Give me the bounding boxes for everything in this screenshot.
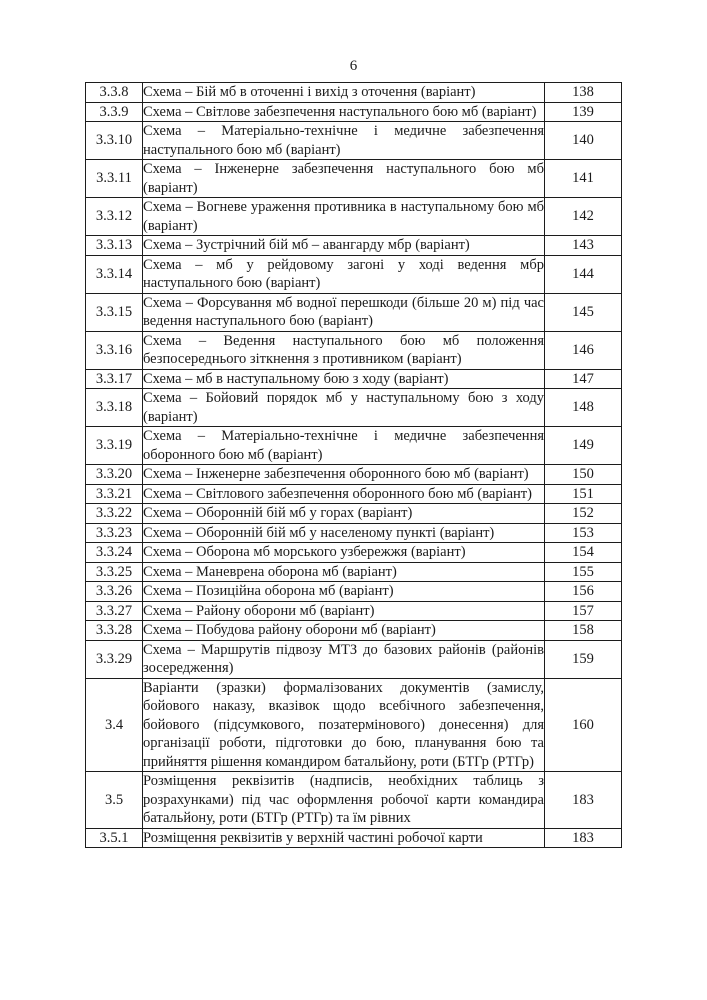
toc-row-page: 147 (545, 369, 622, 389)
toc-row-page: 183 (545, 772, 622, 829)
toc-row-page: 160 (545, 678, 622, 772)
toc-row-number: 3.3.8 (86, 83, 143, 103)
toc-row-page: 183 (545, 828, 622, 848)
toc-row (86, 678, 622, 772)
toc-row-title: Схема – Інженерне забезпечення наступального бою мб (варіант) (143, 161, 544, 196)
toc-table-body (86, 83, 622, 848)
toc-row (86, 198, 622, 236)
toc-row-title: Схема – Оборонній бій мб у населеному пункті (варіант) (143, 523, 545, 543)
toc-row-title: Схема – Світлове забезпечення наступального бою мб (варіант) (143, 102, 545, 122)
toc-row-page: 142 (545, 198, 622, 236)
toc-row-number: 3.3.9 (86, 102, 143, 122)
toc-row-page: 145 (545, 293, 622, 331)
toc-row-page: 149 (545, 427, 622, 465)
toc-row-title: Схема – Світлового забезпечення оборонного бою мб (варіант) (143, 484, 545, 504)
toc-row-title: Схема – Вогневе ураження противника в наступальному бою мб (варіант) (143, 199, 544, 234)
toc-row-title: Схема – Позиційна оборона мб (варіант) (143, 582, 545, 602)
toc-row-number: 3.3.23 (86, 523, 143, 543)
toc-row-page: 139 (545, 102, 622, 122)
toc-row-number: 3.3.11 (86, 160, 143, 198)
toc-row (86, 523, 622, 543)
toc-row-title: Схема – Маневрена оборона мб (варіант) (143, 562, 545, 582)
toc-row-title: Схема – Інженерне забезпечення оборонного бою мб (варіант) (143, 465, 545, 485)
toc-row-title: Варіанти (зразки) формалізованих документів (замислу, бойового наказу, вказівок щодо всебічного забезпечення, бойового (підсумкового, позатермінового) донесення) для організації роботи, підготовки до бою, планування бою та прийняття рішення командиром батальйону, роти (БТГр (РТГр) (143, 679, 544, 770)
toc-row (86, 255, 622, 293)
toc-row-number: 3.3.22 (86, 504, 143, 524)
toc-table (85, 82, 622, 848)
toc-row-number: 3.3.26 (86, 582, 143, 602)
toc-row-number: 3.3.24 (86, 543, 143, 563)
toc-row-page: 152 (545, 504, 622, 524)
toc-row-number: 3.5 (86, 772, 143, 829)
toc-row (86, 160, 622, 198)
toc-row (86, 601, 622, 621)
toc-row-title: Схема – мб у рейдовому загоні у ході ведення мбр наступального бою (варіант) (143, 256, 544, 291)
toc-row-page: 146 (545, 331, 622, 369)
toc-row-number: 3.3.27 (86, 601, 143, 621)
toc-row-title: Схема – мб в наступальному бою з ходу (варіант) (143, 369, 545, 389)
toc-row-page: 156 (545, 582, 622, 602)
toc-row (86, 389, 622, 427)
toc-row (86, 427, 622, 465)
page-number: 6 (349, 58, 358, 74)
toc-row-number: 3.3.18 (86, 389, 143, 427)
toc-row (86, 465, 622, 485)
toc-row (86, 543, 622, 563)
toc-row-number: 3.3.14 (86, 255, 143, 293)
toc-row (86, 331, 622, 369)
toc-row-title: Схема – Матеріально-технічне і медичне забезпечення оборонного бою мб (варіант) (143, 428, 544, 463)
toc-row (86, 504, 622, 524)
toc-row-page: 154 (545, 543, 622, 563)
toc-row (86, 83, 622, 103)
toc-row-title: Схема – Форсування мб водної перешкоди (більше 20 м) під час ведення наступального бою (варіант) (143, 294, 544, 329)
toc-row-number: 3.3.29 (86, 640, 143, 678)
toc-row-page: 158 (545, 621, 622, 641)
toc-row-number: 3.3.13 (86, 236, 143, 256)
toc-row (86, 369, 622, 389)
toc-row-page: 143 (545, 236, 622, 256)
toc-row-page: 153 (545, 523, 622, 543)
toc-row (86, 293, 622, 331)
toc-row (86, 640, 622, 678)
toc-row-page: 155 (545, 562, 622, 582)
toc-row-title: Схема – Ведення наступального бою мб положення безпосереднього зіткнення з противником (варіант) (143, 332, 544, 367)
toc-row-page: 150 (545, 465, 622, 485)
toc-row-number: 3.3.20 (86, 465, 143, 485)
toc-row-number: 3.3.28 (86, 621, 143, 641)
toc-row-number: 3.3.17 (86, 369, 143, 389)
toc-row (86, 621, 622, 641)
toc-row-title: Розміщення реквізитів (надписів, необхідних таблиць з розрахунками) під час оформлення робочої карти командира батальйону, роти (БТГр (РТГр) та їм рівних (143, 773, 544, 826)
toc-row-title: Схема – Маршрутів підвозу МТЗ до базових районів (районів зосередження) (143, 641, 544, 676)
toc-row (86, 772, 622, 829)
toc-row-title: Схема – Зустрічний бій мб – авангарду мбр (варіант) (143, 236, 545, 256)
toc-row-page: 138 (545, 83, 622, 103)
toc-row-page: 144 (545, 255, 622, 293)
toc-row-title: Схема – Матеріально-технічне і медичне забезпечення наступального бою мб (варіант) (143, 123, 544, 158)
toc-row-title: Розміщення реквізитів у верхній частині робочої карти (143, 828, 545, 848)
toc-row-number: 3.3.12 (86, 198, 143, 236)
toc-row-number: 3.3.25 (86, 562, 143, 582)
toc-row-number: 3.3.21 (86, 484, 143, 504)
toc-row-title: Схема – Району оборони мб (варіант) (143, 601, 545, 621)
toc-row-title: Схема – Бій мб в оточенні і вихід з оточення (варіант) (143, 83, 545, 103)
toc-row (86, 236, 622, 256)
toc-row-title: Схема – Бойовий порядок мб у наступальному бою з ходу (варіант) (143, 390, 544, 425)
toc-row (86, 582, 622, 602)
toc-row-page: 151 (545, 484, 622, 504)
toc-row (86, 828, 622, 848)
toc-row-number: 3.3.19 (86, 427, 143, 465)
toc-row-page: 141 (545, 160, 622, 198)
toc-row-number: 3.4 (86, 678, 143, 772)
toc-row-title: Схема – Побудова району оборони мб (варіант) (143, 621, 545, 641)
toc-row (86, 122, 622, 160)
toc-row-number: 3.3.10 (86, 122, 143, 160)
toc-row-title: Схема – Оборонній бій мб у горах (варіант) (143, 504, 545, 524)
toc-row-title: Схема – Оборона мб морського узбережжя (варіант) (143, 543, 545, 563)
toc-row (86, 562, 622, 582)
toc-row-page: 157 (545, 601, 622, 621)
toc-row-page: 140 (545, 122, 622, 160)
toc-row (86, 484, 622, 504)
toc-row (86, 102, 622, 122)
toc-row-number: 3.3.16 (86, 331, 143, 369)
toc-row-page: 148 (545, 389, 622, 427)
toc-row-number: 3.5.1 (86, 828, 143, 848)
toc-row-page: 159 (545, 640, 622, 678)
toc-row-number: 3.3.15 (86, 293, 143, 331)
